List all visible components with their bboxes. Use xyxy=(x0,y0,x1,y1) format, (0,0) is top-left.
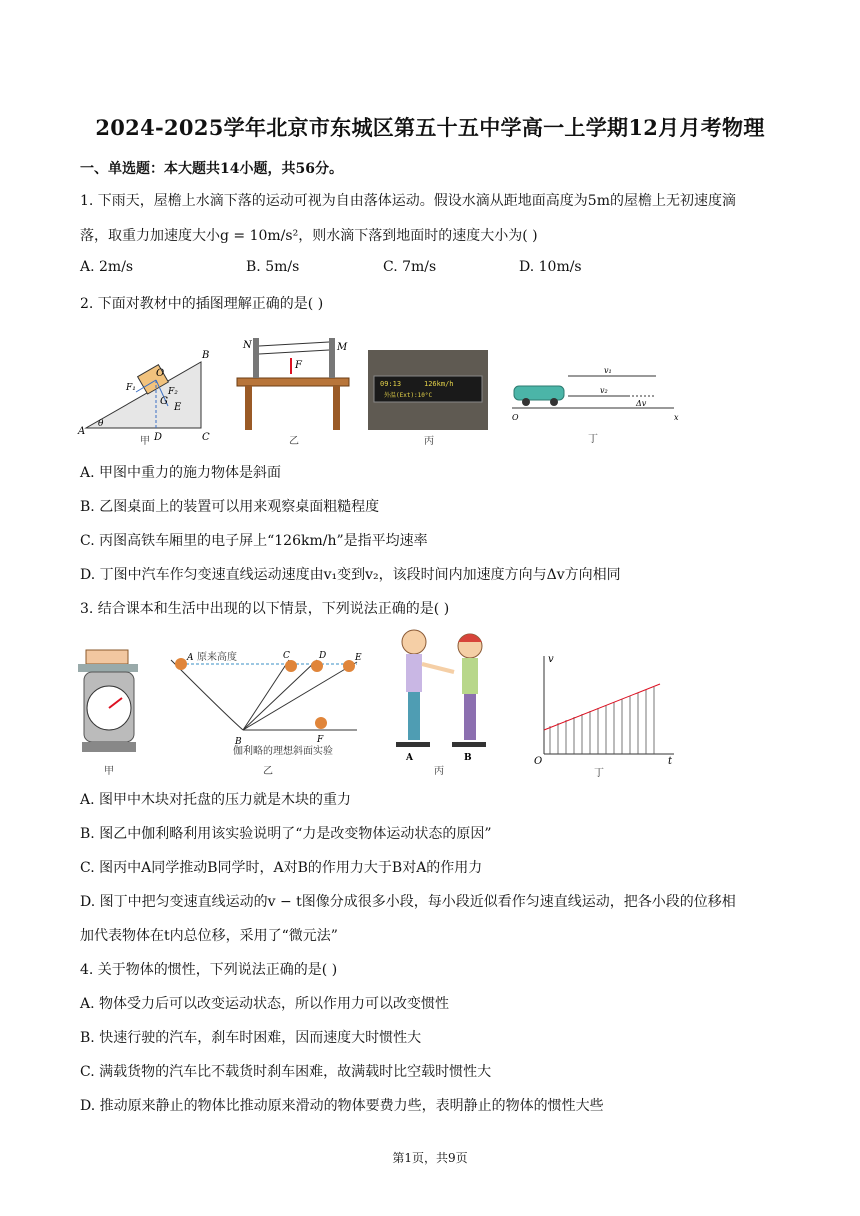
label-t: t xyxy=(668,756,673,767)
q4-option-a: A. 物体受力后可以改变运动状态，所以作用力可以改变惯性 xyxy=(80,996,450,1012)
light-path-bottom xyxy=(259,350,329,354)
ball-D xyxy=(311,660,323,672)
car-wheel-rear xyxy=(550,398,558,406)
q1-option-a: A. 2m/s xyxy=(80,259,134,275)
label-F2: F₂ xyxy=(168,387,178,397)
q3-figure-ding xyxy=(528,650,678,778)
q2-option-b: B. 乙图桌面上的装置可以用来观察桌面粗糙程度 xyxy=(80,499,380,515)
label-F1: F₁ xyxy=(126,383,136,393)
ball-E xyxy=(343,660,355,672)
q3-option-a: A. 图甲中木块对托盘的压力就是木块的重力 xyxy=(80,792,352,808)
scale-base xyxy=(82,742,136,752)
q2-option-a: A. 甲图中重力的施力物体是斜面 xyxy=(80,465,282,481)
caption-yi: 乙 xyxy=(263,766,273,777)
label-original-height: 原来高度 xyxy=(197,652,237,663)
caption-bing: 丙 xyxy=(424,436,434,446)
pt-G: G xyxy=(160,396,168,407)
light-path-top xyxy=(259,342,329,346)
pt-C: C xyxy=(283,651,290,661)
student-B-cap xyxy=(458,634,482,642)
label-galileo: 伽利略的理想斜面实验 xyxy=(233,746,333,757)
screen-time: 09:13 xyxy=(380,380,402,388)
q3-figure-jia xyxy=(74,646,144,778)
pt-A: A xyxy=(187,653,194,663)
strips xyxy=(550,687,654,754)
caption-yi: 乙 xyxy=(289,436,299,446)
student-B-shirt xyxy=(462,658,478,694)
ball-F xyxy=(315,717,327,729)
pt-O: O xyxy=(156,368,165,379)
ramp-C xyxy=(243,660,289,730)
pt-N: N xyxy=(243,340,252,351)
table-leg-right xyxy=(333,386,340,430)
section-heading: 一、单选题：本大题共14小题，共56分。 xyxy=(80,161,343,177)
pt-E: E xyxy=(355,653,362,663)
screen-speed: 126km/h xyxy=(424,380,454,388)
pt-F: F xyxy=(317,735,324,745)
student-A-pants xyxy=(408,692,420,740)
ball-A xyxy=(175,658,187,670)
student-B-pants xyxy=(464,694,476,740)
q3-option-d-line2: 加代表物体在t内总位移，采用了“微元法” xyxy=(80,928,338,944)
q2-figure-ding xyxy=(508,366,684,446)
car-body xyxy=(514,386,564,400)
q2-option-d: D. 丁图中汽车作匀变速直线运动速度由v₁变到v₂，该段时间内加速度方向与Δv方向相同 xyxy=(80,567,621,583)
pt-A: A xyxy=(78,426,86,437)
label-A: A xyxy=(406,753,413,763)
q1-line2: 落，取重力加速度大小g = 10m/s²，则水滴下落到地面时的速度大小为( ) xyxy=(80,228,538,244)
ramp-left xyxy=(171,660,243,730)
q3-figure-yi xyxy=(167,646,367,778)
student-A-head xyxy=(402,630,426,654)
pt-F: F xyxy=(295,360,302,371)
q3-option-c: C. 图丙中A同学推动B同学时，A对B的作用力大于B对A的作用力 xyxy=(80,860,483,876)
q4-stem: 4. 关于物体的惯性，下列说法正确的是( ) xyxy=(80,962,338,978)
q4-option-b: B. 快速行驶的汽车，刹车时困难，因而速度大时惯性大 xyxy=(80,1030,422,1046)
q2-stem: 2. 下面对教材中的插图理解正确的是( ) xyxy=(80,296,324,312)
q1-line1: 1. 下雨天，屋檐上水滴下落的运动可视为自由落体运动。假设水滴从距地面高度为5m的屋檐上无初速度滴 xyxy=(80,193,736,209)
page-footer: 第1页，共9页 xyxy=(392,1151,468,1165)
q4-option-c: C. 满载货物的汽车比不载货时刹车困难，故满载时比空载时惯性大 xyxy=(80,1064,492,1080)
q3-stem: 3. 结合课本和生活中出现的以下情景，下列说法正确的是( ) xyxy=(80,601,450,617)
ball-C xyxy=(285,660,297,672)
car-wheel-front xyxy=(522,398,530,406)
pt-M: M xyxy=(337,342,348,353)
pt-C: C xyxy=(202,432,210,443)
vt-line xyxy=(544,684,660,730)
skateboard-B xyxy=(452,742,486,747)
ramp-D xyxy=(243,660,317,730)
label-dv: Δv xyxy=(636,399,647,408)
label-B: B xyxy=(464,753,472,763)
q1-option-d: D. 10m/s xyxy=(519,259,582,275)
q2-figure-yi xyxy=(233,328,357,446)
mirror-M-stand xyxy=(329,338,335,378)
q2-figure-jia xyxy=(76,328,216,446)
label-theta: θ xyxy=(98,419,104,429)
caption-ding: 丁 xyxy=(588,434,598,445)
student-A-arm xyxy=(422,664,454,672)
label-v: v xyxy=(548,654,554,665)
label-O: O xyxy=(512,413,519,422)
caption-ding: 丁 xyxy=(594,768,604,778)
table-top xyxy=(237,378,349,386)
label-O: O xyxy=(534,756,543,767)
pt-B: B xyxy=(235,737,242,747)
mirror-N-stand xyxy=(253,338,259,378)
q1-option-b: B. 5m/s xyxy=(246,259,300,275)
table-leg-left xyxy=(245,386,252,430)
label-v2: v₂ xyxy=(600,386,608,395)
student-A-shirt xyxy=(406,654,422,692)
caption-jia: 甲 xyxy=(104,766,114,777)
wood-block xyxy=(86,650,128,664)
q3-option-d-line1: D. 图丁中把匀变速直线运动的v − t图像分成很多小段，每小段近似看作匀速直线运动，把各小段的位移相 xyxy=(80,894,736,910)
ramp-E xyxy=(243,662,357,730)
label-x: x xyxy=(674,413,679,422)
caption-bing: 丙 xyxy=(434,766,444,777)
skateboard-A xyxy=(396,742,430,747)
screen-temp: 外温(Ext):10°C xyxy=(384,392,433,399)
q4-option-d: D. 推动原来静止的物体比推动原来滑动的物体要费力些，表明静止的物体的惯性大些 xyxy=(80,1098,604,1114)
q1-option-c: C. 7m/s xyxy=(383,259,437,275)
page-title: 2024-2025学年北京市东城区第五十五中学高一上学期12月月考物理 xyxy=(95,115,765,140)
q2-figure-bing xyxy=(368,350,490,446)
pt-E: E xyxy=(174,402,182,413)
pt-B: B xyxy=(202,350,210,361)
q2-option-c: C. 丙图高铁车厢里的电子屏上“126km/h”是指平均速率 xyxy=(80,533,428,549)
pt-D: D xyxy=(154,432,163,443)
scale-tray xyxy=(78,664,138,672)
caption-jia: 甲 xyxy=(140,436,150,446)
q3-option-b: B. 图乙中伽利略利用该实验说明了“力是改变物体运动状态的原因” xyxy=(80,826,492,842)
q3-figure-bing xyxy=(382,624,502,778)
pt-D: D xyxy=(319,651,327,661)
label-v1: v₁ xyxy=(604,366,612,375)
